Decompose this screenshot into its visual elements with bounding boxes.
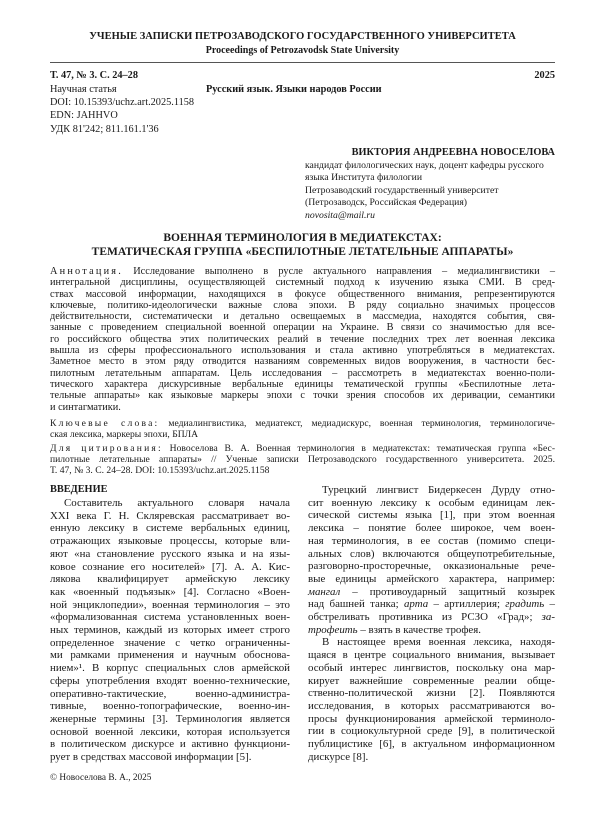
text-line: интегральной дисциплины, осуществляющей системный подход к изучению языка СМИ. В сред- — [50, 277, 555, 289]
text-line: публицистике [6], в актуальном информационном — [308, 738, 555, 751]
text-line: XXI века Г. Н. Скляревская рассматривает во- — [50, 509, 290, 522]
text-line: как «военный подъязык» [4]. Согласно «Воен- — [50, 585, 290, 598]
text-line: сферы употребления входят военно-технические, — [50, 674, 290, 687]
udk: УДК 81'242; 811.161.1'36 — [50, 124, 159, 135]
author-affiliation — [305, 160, 544, 222]
text-line: пилотные летательные аппараты» // Ученые записки Петрозаводского государственного университета. 2025. — [50, 454, 555, 465]
text-line: действительности, систематически и детально освещаемых в массмедиа, находятся события, свя- — [50, 311, 555, 323]
text-line: оперативно-тактические, военно-администра- — [50, 687, 290, 700]
text-line: ной энциклопедии», военная терминология – это — [50, 598, 290, 611]
text-segment: Новоселова В. А. Военная терминология в медиатекстах: тематическая группа «Бес- — [169, 443, 556, 454]
text-line: кирует важнейшие современные реалии обще- — [308, 674, 555, 687]
section-label: Аннотация. — [50, 266, 123, 277]
text-line: Т. 47, № 3. С. 24–28. DOI: 10.15393/uchz.art.2025.1158 — [50, 465, 270, 476]
text-line: «формализованная система установленных воен- — [50, 611, 290, 624]
citation — [50, 443, 555, 476]
text-line: ных терминов, каждый из которых имеет строго — [50, 624, 290, 637]
section-label: Ключевые слова: — [50, 418, 160, 429]
journal-title-en: Proceedings of Petrozavodsk State University — [205, 45, 400, 56]
text-line: тельные аппараты» как языковые маркеры эпохи с точки зрения способов их деривации, семантики — [50, 390, 555, 402]
text-line: нием»¹. В корпус специальных слов армейской — [50, 662, 290, 675]
affiliation-line: кандидат филологических наук, доцент кафедры русского — [305, 160, 544, 171]
intro-heading: ВВЕДЕНИЕ — [50, 484, 108, 495]
title-line: ВОЕННАЯ ТЕРМИНОЛОГИЯ В МЕДИАТЕКСТАХ: — [163, 232, 442, 244]
text-line: ная терминология, в ее состав (помимо специ- — [308, 534, 555, 547]
edn: EDN: JAHHVO — [50, 110, 118, 121]
text-line — [50, 266, 555, 277]
text-line — [50, 418, 555, 429]
text-line: ключевые, политико-идеологически важные слова эпохи. В ряду социально значимых процессов — [50, 299, 555, 311]
text-line: ская лексика, маркеры эпохи, БПЛА — [50, 429, 199, 440]
text-line: Заметное место в этом ряду отводится названиям современных видов вооружения, в частности бес- — [50, 356, 555, 368]
text-line: в политическом дискурсе и активно функциони- — [50, 738, 290, 751]
text-line: сит военную лексику к особым единицам лек- — [308, 496, 555, 509]
text-line: гии в социокультурной среде [9], в политической — [308, 725, 555, 738]
text-line: рует в средствах массовой информации [5]. — [50, 751, 252, 764]
text-line: альных слов) включаются общеупотребительные, — [308, 547, 555, 560]
text-line: особый интерес лингвистов, поскольку она мар- — [308, 661, 555, 674]
text-line: дискурсе [8]. — [308, 750, 369, 763]
text-line: ствах массовой информации, находящихся в фокусе общественного внимания, репрезентируются — [50, 288, 555, 300]
text-line: мангал – противоударный защитный козырек — [308, 585, 555, 598]
text-line: го российского общества этих политических реалий в течение последних трех лет военная лексика — [50, 333, 555, 345]
text-line: В настоящее время военная лексика, находя- — [322, 636, 555, 649]
keywords — [50, 418, 555, 440]
text-line: ковое сознание его носителей» [7]. А. А. Кис- — [50, 560, 290, 573]
intro-right-column — [308, 484, 555, 763]
text-line: лексика – понятие более широкое, чем воен- — [308, 522, 555, 535]
text-line: трофеить – взять в качестве трофея. — [308, 623, 481, 636]
section-label: Для цитирования: — [50, 443, 163, 454]
text-line: исследования, в которых рассматриваются во- — [308, 699, 555, 712]
section-title: Русский язык. Языки народов России — [206, 84, 382, 95]
text-segment: медиалингвистика, медиатекст, медиадискурс, военная терминология, терминологиче- — [168, 418, 556, 429]
text-line: пилотным летательным аппаратам. Цель исследования – рассмотреть в медиатекстах военно-поли- — [50, 367, 555, 379]
text-line: сической системы языка [1], при этом военная — [308, 509, 555, 522]
text-line: тического характера дискурсивные вербальные единицы тематической группы «Беспилотные лета- — [50, 378, 555, 390]
text-line: вышла из сферы профессионального использования и стала активно употребляться в медиатекстах. — [50, 345, 555, 357]
text-line: Турецкий лингвист Бидеркесен Дурду отно- — [322, 484, 555, 496]
article-type: Научная статья — [50, 84, 117, 95]
text-line: яют «на становление русского языка и на язы- — [50, 547, 290, 560]
text-line: определенное значение с четко ограниченны- — [50, 636, 290, 649]
text-line: обстреливать противника из РСЗО «Град»; за- — [308, 611, 555, 624]
text-segment: Исследование выполнено в русле актуального направления – медиалингвистики – — [133, 266, 555, 277]
text-line: над башней танка; арта – артиллерия; градить – — [308, 598, 555, 611]
intro-left-column — [50, 497, 290, 764]
text-line: ми рамками применения и научным обоснова- — [50, 649, 290, 662]
text-line: щаяся в центре социального внимания, вызывает — [308, 649, 555, 662]
affiliation-line: Петрозаводский государственный университет — [305, 184, 499, 196]
author-email[interactable]: novosita@mail.ru — [305, 209, 375, 221]
text-line: енную лексику в системе вербальных единиц, — [50, 522, 290, 535]
abstract — [50, 266, 555, 413]
year: 2025 — [534, 70, 555, 81]
article-title — [50, 232, 555, 259]
affiliation-line: языка Института филологии — [305, 172, 423, 184]
text-line: разговорно-просторечные, окказиональные рече- — [308, 560, 555, 573]
header-rule — [50, 62, 555, 63]
copyright: © Новоселова В. А., 2025 — [50, 773, 152, 783]
text-line: отражающих языковые процессы, которые вли- — [50, 535, 290, 548]
text-line: ственно-политической жизни [2]. Появляются — [308, 687, 555, 700]
text-line — [50, 443, 555, 454]
volume-info: Т. 47, № 3. С. 24–28 — [50, 70, 138, 81]
text-line: основой военной лексики, которая используется — [50, 725, 290, 738]
text-line: вые единицы армейского характера, например: — [308, 572, 555, 585]
text-line: просы функционирования армейской терминоло- — [308, 712, 555, 725]
text-line: лякова квалифицирует армейскую лексику — [50, 573, 290, 586]
text-line: занные с проведением специальной военной операции на Украине. В связи со значимостью для все- — [50, 322, 555, 334]
author-name: ВИКТОРИЯ АНДРЕЕВНА НОВОСЕЛОВА — [351, 147, 555, 158]
journal-title-ru: УЧЕНЫЕ ЗАПИСКИ ПЕТРОЗАВОДСКОГО ГОСУДАРСТВЕННОГО УНИВЕРСИТЕТА — [89, 31, 516, 42]
affiliation-line: (Петрозаводск, Российская Федерация) — [305, 197, 468, 209]
title-line: ТЕМАТИЧЕСКАЯ ГРУППА «БЕСПИЛОТНЫЕ ЛЕТАТЕЛЬНЫЕ АППАРАТЫ» — [91, 245, 514, 258]
text-line: тивные, военно-топографические, военно-ин- — [50, 700, 290, 713]
text-line: и синтагматики. — [50, 401, 121, 413]
doi: DOI: 10.15393/uchz.art.2025.1158 — [50, 97, 195, 108]
text-line: женерные термины [3]. Терминология является — [50, 712, 290, 725]
text-line: Составитель актуального словаря начала — [64, 497, 290, 509]
